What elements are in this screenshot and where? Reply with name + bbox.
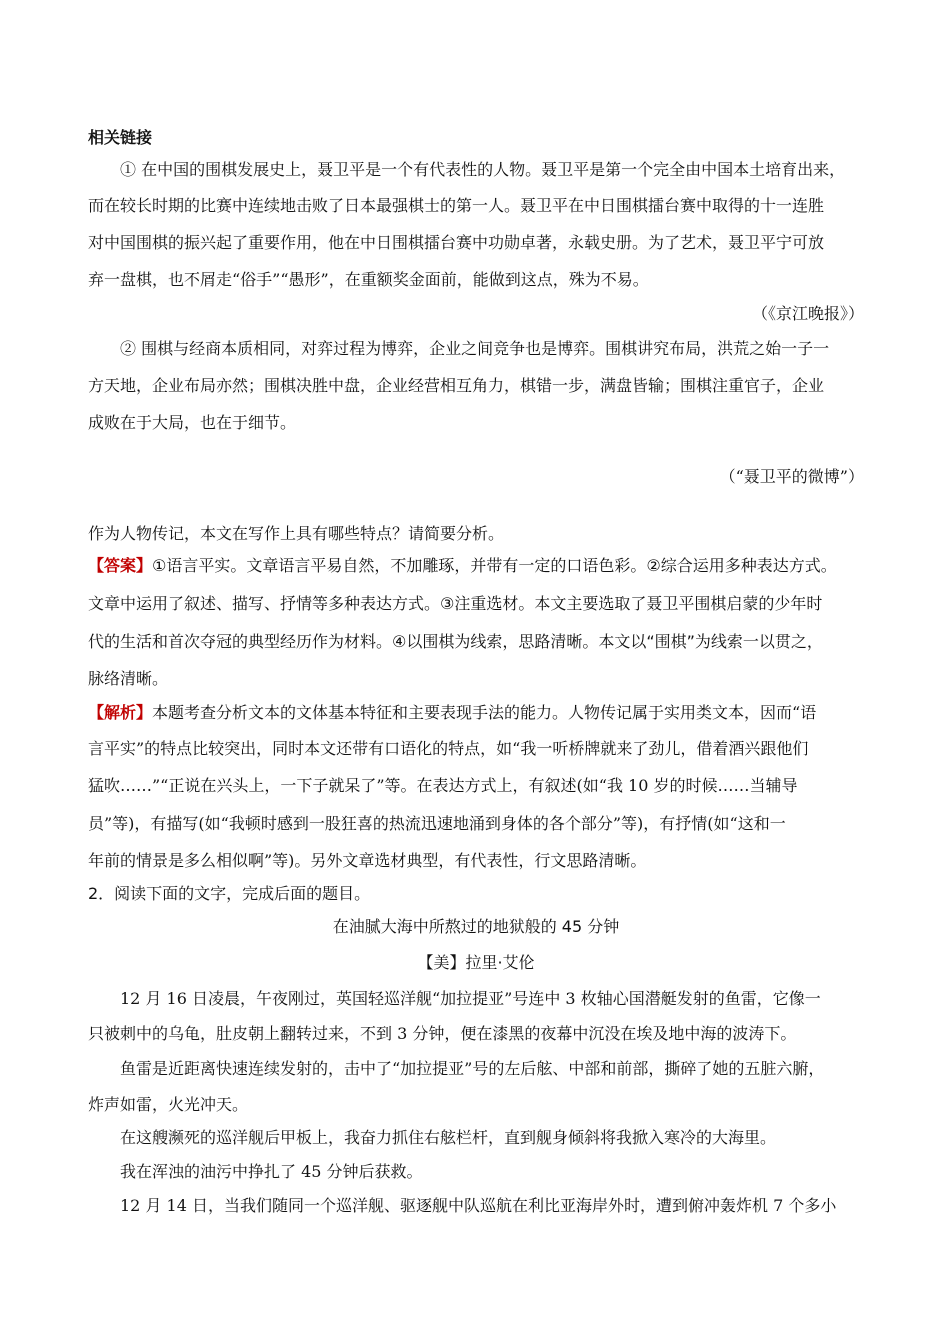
article-title: 在油腻大海中所熬过的地狱般的 45 分钟	[332, 917, 620, 936]
analysis-tag: 【解析】	[88, 703, 153, 722]
question-text: 作为人物传记，本文在写作上具有哪些特点？请简要分析。	[88, 524, 505, 543]
links-p1-line: 对中国围棋的振兴起了重要作用，他在中日围棋擂台赛中功勋卓著，永载史册。为了艺术，聂卫平宁可放	[88, 233, 825, 252]
q2-instruction: 2．阅读下面的文字，完成后面的题目。	[88, 884, 371, 903]
source-jingjiang: （《京江晚报》）	[751, 304, 864, 323]
article-para-line: 在这艘濒死的巡洋舰后甲板上，我奋力抓住右舷栏杆，直到舰身倾斜将我掀入寒冷的大海里。	[120, 1128, 777, 1147]
answer-line-1	[88, 556, 864, 576]
links-heading: 相关链接	[88, 128, 153, 147]
analysis-line: 本题考查分析文本的文体基本特征和主要表现手法的能力。人物传记属于实用类文本，因而“语	[152, 703, 817, 722]
links-p1-line: 弃一盘棋，也不屑走“俗手”“愚形”，在重额奖金面前，能做到这点，殊为不易。	[88, 270, 649, 289]
analysis-line: 猛吹……”“正说在兴头上，一下子就呆了”等。在表达方式上，有叙述(如“我 10 岁的时候……当辅导	[88, 776, 798, 795]
article-para-line: 鱼雷是近距离快速连续发射的，击中了“加拉提亚”号的左后舷、中部和前部，撕碎了她的五脏六腑，	[120, 1059, 825, 1078]
links-p2-line: ② 围棋与经商本质相同，对弈过程为博弈，企业之间竞争也是博弈。围棋讲究布局，洪荒之始一子一	[120, 339, 830, 358]
article-author: 【美】拉里·艾伦	[417, 953, 535, 972]
answer-line: 脉络清晰。	[88, 669, 169, 688]
analysis-line: 言平实”的特点比较突出，同时本文还带有口语化的特点，如“我一听桥牌就来了劲儿，借着酒兴跟他们	[88, 739, 809, 758]
article-para-line: 我在浑浊的油污中挣扎了 45 分钟后获救。	[120, 1162, 423, 1181]
article-para-line: 只被刺中的乌龟，肚皮朝上翻转过来，不到 3 分钟，便在漆黑的夜幕中沉没在埃及地中海的波涛下。	[88, 1024, 797, 1043]
links-p1-line: ① 在中国的围棋发展史上，聂卫平是一个有代表性的人物。聂卫平是第一个完全由中国本土培育出来，	[120, 160, 846, 179]
answer-line: 代的生活和首次夺冠的典型经历作为材料。④以围棋为线索，思路清晰。本文以“围棋”为线索一以贯之，	[88, 632, 823, 651]
analysis-line-1	[88, 703, 864, 723]
links-p2-line: 成败在于大局，也在于细节。	[88, 413, 297, 432]
analysis-line: 年前的情景是多么相似啊”等)。另外文章选材典型，有代表性，行文思路清晰。	[88, 851, 647, 870]
article-para-line: 12 月 16 日凌晨，午夜刚过，英国轻巡洋舰“加拉提亚”号连中 3 枚轴心国潜艇发射的鱼雷，它像一	[120, 989, 821, 1008]
article-para-line: 炸声如雷，火光冲天。	[88, 1095, 249, 1114]
answer-line: 文章中运用了叙述、描写、抒情等多种表达方式。③注重选材。本文主要选取了聂卫平围棋启蒙的少年时	[88, 594, 823, 613]
article-para-line: 12 月 14 日，当我们随同一个巡洋舰、驱逐舰中队巡航在利比亚海岸外时，遭到俯冲轰炸机 7 个多小	[120, 1196, 837, 1215]
answer-tag: 【答案】	[88, 556, 153, 575]
answer-line: ①语言平实。文章语言平易自然，不加雕琢，并带有一定的口语色彩。②综合运用多种表达方式。	[152, 556, 837, 575]
analysis-line: 员”等)，有描写(如“我顿时感到一股狂喜的热流迅速地涌到身体的各个部分”等)，有抒情(如“这和一	[88, 814, 786, 833]
source-weibo: （“聂卫平的微博”）	[719, 467, 864, 486]
links-p2-line: 方天地，企业布局亦然；围棋决胜中盘，企业经营相互角力，棋错一步，满盘皆输；围棋注重官子，企业	[88, 376, 825, 395]
links-p1-line: 而在较长时期的比赛中连续地击败了日本最强棋士的第一人。聂卫平在中日围棋擂台赛中取得的十一连胜	[88, 196, 825, 215]
